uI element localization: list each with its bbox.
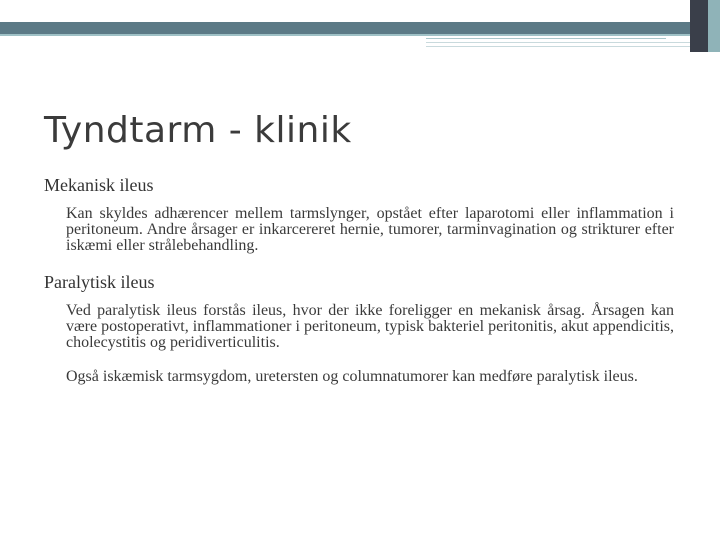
decorative-rule — [426, 42, 690, 43]
decorative-rule — [426, 46, 690, 47]
header-accent-line — [0, 34, 720, 36]
section-paralytisk-ileus — [44, 272, 674, 385]
section-mekanisk-ileus — [44, 175, 674, 254]
header-band — [0, 22, 700, 34]
slide-title: Tyndtarm - klinik — [44, 110, 352, 151]
section-paragraph: Kan skyldes adhærencer mellem tarmslynger, opstået efter laparotomi eller inflammation i peritoneum. Andre årsager er inkarcereret hernie, tumorer, tarminvagination og strikturer efter iskæmi eller strålebehandling. — [66, 205, 674, 254]
corner-block-light — [708, 0, 720, 52]
section-paragraph: Også iskæmisk tarmsygdom, uretersten og columnatumorer kan medføre paralytisk ileus. — [66, 368, 638, 385]
decorative-rule — [426, 38, 666, 39]
corner-block-dark — [690, 0, 708, 52]
section-heading: Paralytisk ileus — [44, 272, 155, 292]
section-paragraph: Ved paralytisk ileus forstås ileus, hvor der ikke foreligger en mekanisk årsag. Årsagen kan være postoperativt, inflammationer i peritoneum, typisk bakteriel peritonitis, akut appendicitis, cholecystitis og peridiverticulitis. — [66, 302, 674, 351]
section-heading: Mekanisk ileus — [44, 175, 154, 195]
slide-body — [44, 175, 674, 385]
